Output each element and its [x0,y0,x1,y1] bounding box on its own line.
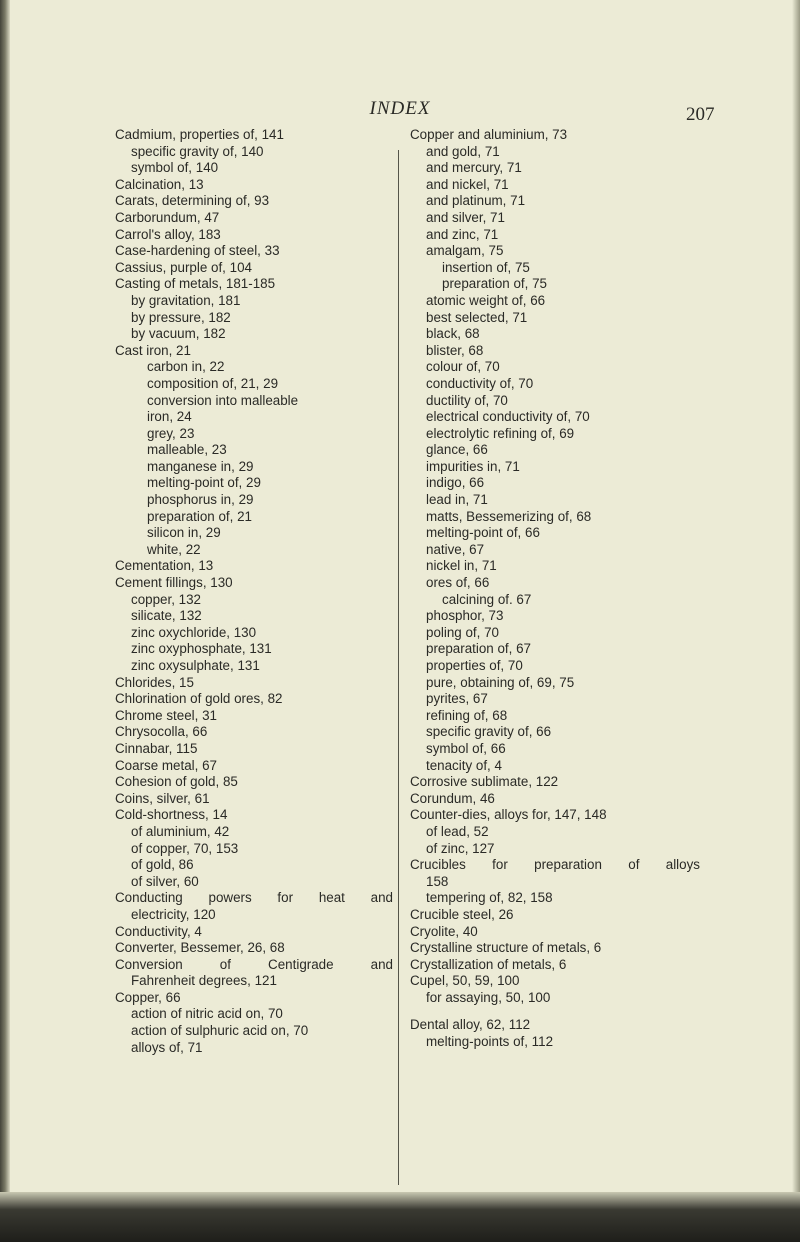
index-entry: Crystalline structure of metals, 6 [410,940,602,956]
index-subentry: iron, 24 [147,409,192,425]
index-entry: Cassius, purple of, 104 [115,259,252,275]
page-number: 207 [686,104,715,125]
index-entry: Crucible steel, 26 [410,906,514,922]
index-entry: Copper, 66 [115,989,181,1005]
index-entry: Casting of metals, 181-185 [115,276,276,292]
index-entry: Corundum, 46 [410,790,495,806]
column-divider [398,150,399,1185]
index-subentry: amalgam, 75 [426,243,504,259]
index-subentry: melting-points of, 112 [426,1034,554,1050]
index-entry: Chrysocolla, 66 [115,724,208,740]
index-subentry: symbol of, 66 [426,740,506,756]
index-subentry: zinc oxyphosphate, 131 [131,641,272,657]
index-subentry: colour of, 70 [426,359,500,375]
index-column-left [115,127,393,1056]
index-subentry: for assaying, 50, 100 [426,989,551,1005]
index-entry: Copper and aluminium, 73 [410,127,568,142]
index-subentry: white, 22 [147,541,201,557]
index-subentry: matts, Bessemerizing of, 68 [426,508,592,524]
index-column-right [410,127,700,1051]
index-subentry: silicon in, 29 [147,525,221,541]
index-entry: Conductivity, 4 [115,923,202,939]
index-subentry: tempering of, 82, 158 [426,890,553,906]
index-subentry: of silver, 60 [131,873,199,889]
index-subentry: of zinc, 127 [426,840,495,856]
index-entry: Cohesion of gold, 85 [115,774,238,790]
index-subentry: preparation of, 67 [426,641,531,657]
index-subentry: specific gravity of, 140 [131,143,264,159]
index-subentry: malleable, 23 [147,442,227,458]
index-subentry: zinc oxysulphate, 131 [131,658,260,673]
index-entry: Chlorides, 15 [115,674,194,690]
index-subentry: by pressure, 182 [131,309,231,325]
index-subentry: Fahrenheit degrees, 121 [131,973,277,989]
index-subentry: grey, 23 [147,425,195,441]
index-subentry: by gravitation, 181 [131,292,241,308]
index-subentry: atomic weight of, 66 [426,292,546,308]
index-entry: Coarse metal, 67 [115,757,217,773]
index-subentry: lead in, 71 [426,492,488,508]
index-subentry: glance, 66 [426,442,488,458]
index-entry: Cast iron, 21 [115,342,191,358]
index-subentry: electrical conductivity of, 70 [426,409,590,425]
index-subentry: specific gravity of, 66 [426,724,552,740]
index-entry: Carrol's alloy, 183 [115,226,221,242]
index-subentry: preparation of, 21 [147,508,252,524]
index-entry: Conversion of Centigrade and [115,956,393,972]
index-subentry: electricity, 120 [131,906,216,922]
index-subentry: zinc oxychloride, 130 [131,624,257,640]
index-subentry: phosphorus in, 29 [147,492,254,508]
index-subentry: pyrites, 67 [426,691,488,707]
index-subentry: action of nitric acid on, 70 [131,1006,283,1022]
index-subentry: blister, 68 [426,342,484,358]
index-subentry: of aluminium, 42 [131,823,230,839]
index-entry: Chlorination of gold ores, 82 [115,691,283,707]
index-subentry: tenacity of, 4 [426,757,502,773]
index-subentry: copper, 132 [131,591,201,607]
index-entry: Cement fillings, 130 [115,575,233,591]
index-subentry: pure, obtaining of, 69, 75 [426,674,575,690]
index-subentry: of gold, 86 [131,857,194,873]
index-subentry: and silver, 71 [426,209,505,225]
index-entry: Dental alloy, 62, 112 [410,1017,531,1033]
page-right-edge [792,0,800,1242]
index-subentry: melting-point of, 66 [426,525,540,541]
index-entry: Cryolite, 40 [410,923,478,939]
page-bottom-shadow [0,1192,800,1242]
index-subentry: native, 67 [426,541,485,557]
index-subentry: symbol of, 140 [131,160,219,176]
index-subentry: ductility of, 70 [426,392,508,408]
index-subentry: impurities in, 71 [426,458,520,474]
index-subentry: refining of, 68 [426,707,508,723]
index-subentry: manganese in, 29 [147,458,254,474]
index-entry: Crucibles for preparation of alloys [410,857,700,873]
index-subentry: of lead, 52 [426,823,489,839]
index-entry: Coins, silver, 61 [115,790,210,806]
index-entry: Carborundum, 47 [115,209,220,225]
index-entry: Cadmium, properties of, 141 [115,127,284,142]
index-entry: Cold-shortness, 14 [115,807,228,823]
index-subentry: conversion into malleable [147,392,299,408]
index-entry: Corrosive sublimate, 122 [410,774,559,790]
index-entry: Cupel, 50, 59, 100 [410,973,520,989]
index-subentry: conductivity of, 70 [426,375,534,391]
index-subentry: and gold, 71 [426,143,500,159]
index-subentry: properties of, 70 [426,658,523,673]
index-subentry: phosphor, 73 [426,608,504,624]
index-subentry: best selected, 71 [426,309,528,325]
index-subentry: preparation of, 75 [442,276,547,292]
index-entry: Converter, Bessemer, 26, 68 [115,940,285,956]
index-subentry: ores of, 66 [426,575,490,591]
index-subentry: melting-point of, 29 [147,475,261,491]
index-spacer [410,1006,700,1017]
index-entry: Cinnabar, 115 [115,740,198,756]
index-subentry: electrolytic refining of, 69 [426,425,575,441]
index-subentry: insertion of, 75 [442,259,530,275]
index-subentry: of copper, 70, 153 [131,840,239,856]
index-subentry: alloys of, 71 [131,1039,203,1055]
index-subentry: carbon in, 22 [147,359,225,375]
index-entry: Case-hardening of steel, 33 [115,243,280,259]
index-subentry: and nickel, 71 [426,176,509,192]
index-subentry: nickel in, 71 [426,558,497,574]
index-entry: Calcination, 13 [115,176,204,192]
index-entry: Carats, determining of, 93 [115,193,270,209]
index-subentry: poling of, 70 [426,624,499,640]
index-subentry: 158 [426,873,449,889]
page-binding-edge [0,0,10,1242]
index-entry: Chrome steel, 31 [115,707,217,723]
index-entry: Counter-dies, alloys for, 147, 148 [410,807,607,823]
index-entry: Cementation, 13 [115,558,214,574]
index-subentry: and mercury, 71 [426,160,522,176]
index-entry: Crystallization of metals, 6 [410,956,567,972]
index-subentry: by vacuum, 182 [131,326,226,342]
running-header-title: INDEX [369,98,431,119]
index-subentry: black, 68 [426,326,480,342]
index-subentry: action of sulphuric acid on, 70 [131,1023,309,1039]
index-entry: Conducting powers for heat and [115,890,393,906]
index-subentry: and platinum, 71 [426,193,526,209]
index-subentry: and zinc, 71 [426,226,499,242]
index-subentry: calcining of. 67 [442,591,532,607]
index-subentry: indigo, 66 [426,475,485,491]
index-subentry: silicate, 132 [131,608,202,624]
index-subentry: composition of, 21, 29 [147,375,279,391]
